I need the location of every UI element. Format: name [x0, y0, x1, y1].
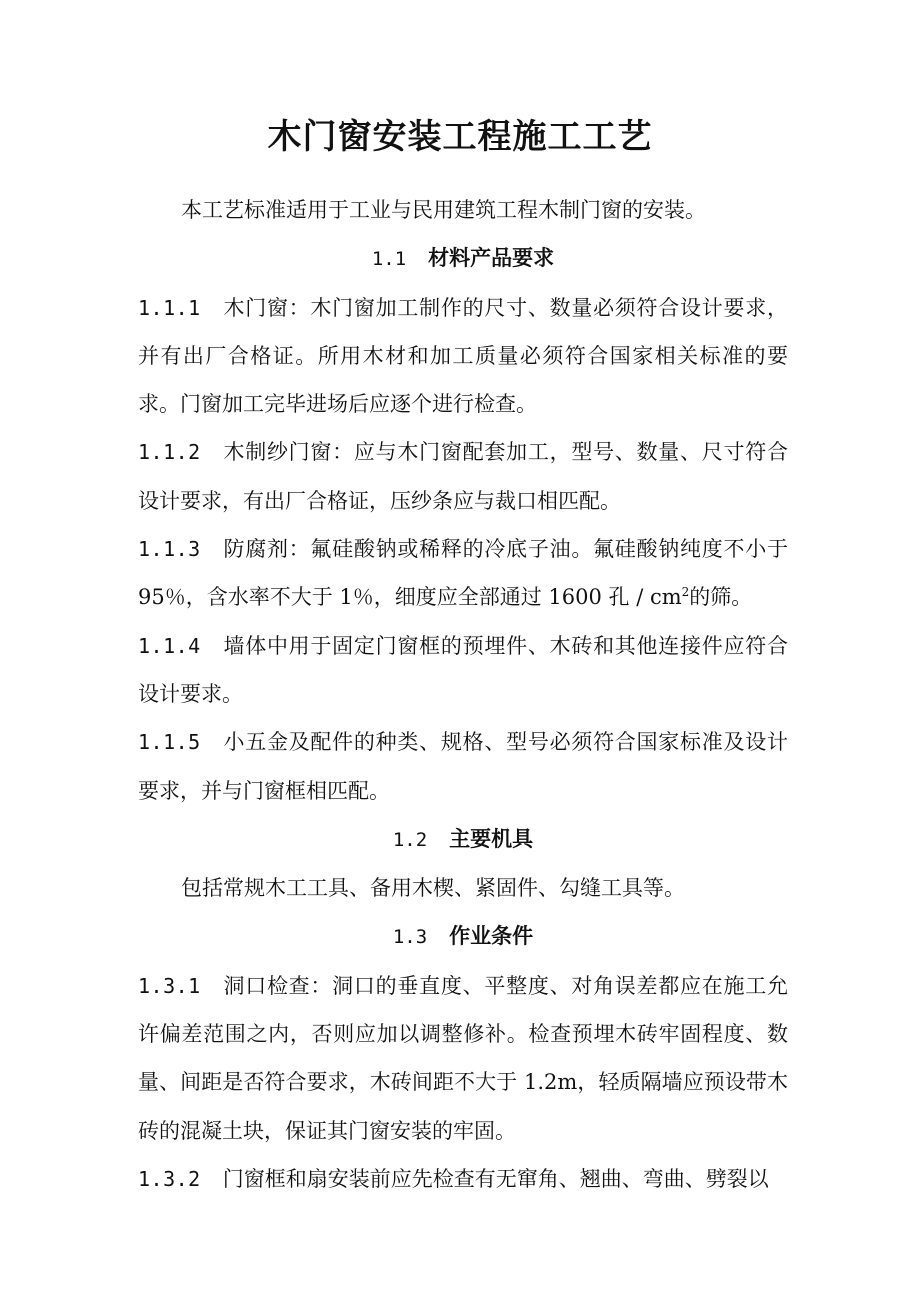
clause-number: 1.3.2	[138, 1166, 201, 1191]
clause-1-1-2	[138, 428, 788, 525]
clause-text: 木门窗：木门窗加工制作的尺寸、数量必须符合设计要求，并有出厂合格证。所用木材和加工质量必须符合国家相关标准的要求。门窗加工完毕进场后应逐个进行检查。	[138, 295, 788, 417]
clause-number: 1.3.1	[138, 973, 201, 998]
clause-text: 洞口检查：洞口的垂直度、平整度、对角误差都应在施工允许偏差范围之内，否则应加以调整修补。检查预埋木砖牢固程度、数量、间距是否符合要求，木砖间距不大于 1.2m，轻质隔墙应预设带木砖的混凝土块，保证其门窗安装的牢固。	[138, 973, 788, 1143]
clause-1-1-1	[138, 284, 788, 429]
section-title: 主要机具	[449, 825, 534, 851]
document-body	[138, 186, 788, 1203]
clause-text: 小五金及配件的种类、规格、型号必须符合国家标准及设计要求，并与门窗框相匹配。	[138, 730, 788, 803]
clause-number: 1.1.2	[138, 440, 201, 465]
document-title: 木门窗安装工程施工工艺	[267, 117, 653, 157]
clause-text: 防腐剂：氟硅酸钠或稀释的冷底子油。氟硅酸钠纯度不小于 95％，含水率不大于 1％，细度应全部通过 1600 孔 / cm	[138, 537, 788, 610]
superscript-exponent: 2	[681, 585, 690, 600]
clause-text: 门窗框和扇安装前应先检查有无窜角、翘曲、弯曲、劈裂以	[222, 1166, 769, 1191]
intro-paragraph: 本工艺标准适用于工业与民用建筑工程木制门窗的安装。	[181, 198, 706, 222]
section-title: 材料产品要求	[428, 245, 555, 271]
clause-text: 墙体中用于固定门窗框的预埋件、木砖和其他连接件应符合设计要求。	[138, 633, 788, 706]
section-heading-1-1	[138, 234, 788, 283]
section-title: 作业条件	[449, 923, 534, 949]
section-number: 1.3	[392, 926, 428, 949]
clause-number: 1.1.3	[138, 537, 201, 562]
clause-1-1-4	[138, 622, 788, 719]
clause-number: 1.1.4	[138, 633, 201, 658]
clause-text: 木制纱门窗：应与木门窗配套加工，型号、数量、尺寸符合设计要求，有出厂合格证，压纱条应与裁口相匹配。	[138, 440, 788, 513]
section-heading-1-2	[138, 815, 788, 864]
section-heading-1-3	[138, 912, 788, 961]
tools-paragraph: 包括常规木工工具、备用木楔、紧固件、勾缝工具等。	[181, 876, 685, 901]
section-number: 1.1	[371, 248, 407, 271]
section-number: 1.2	[392, 828, 428, 851]
clause-number: 1.1.5	[138, 730, 201, 755]
clause-1-1-5	[138, 718, 788, 815]
clause-1-3-1	[138, 962, 788, 1155]
clause-text-tail: 的筛。	[689, 585, 753, 610]
clause-1-3-2	[138, 1155, 788, 1203]
clause-1-1-3	[138, 525, 788, 622]
clause-number: 1.1.1	[138, 295, 201, 320]
